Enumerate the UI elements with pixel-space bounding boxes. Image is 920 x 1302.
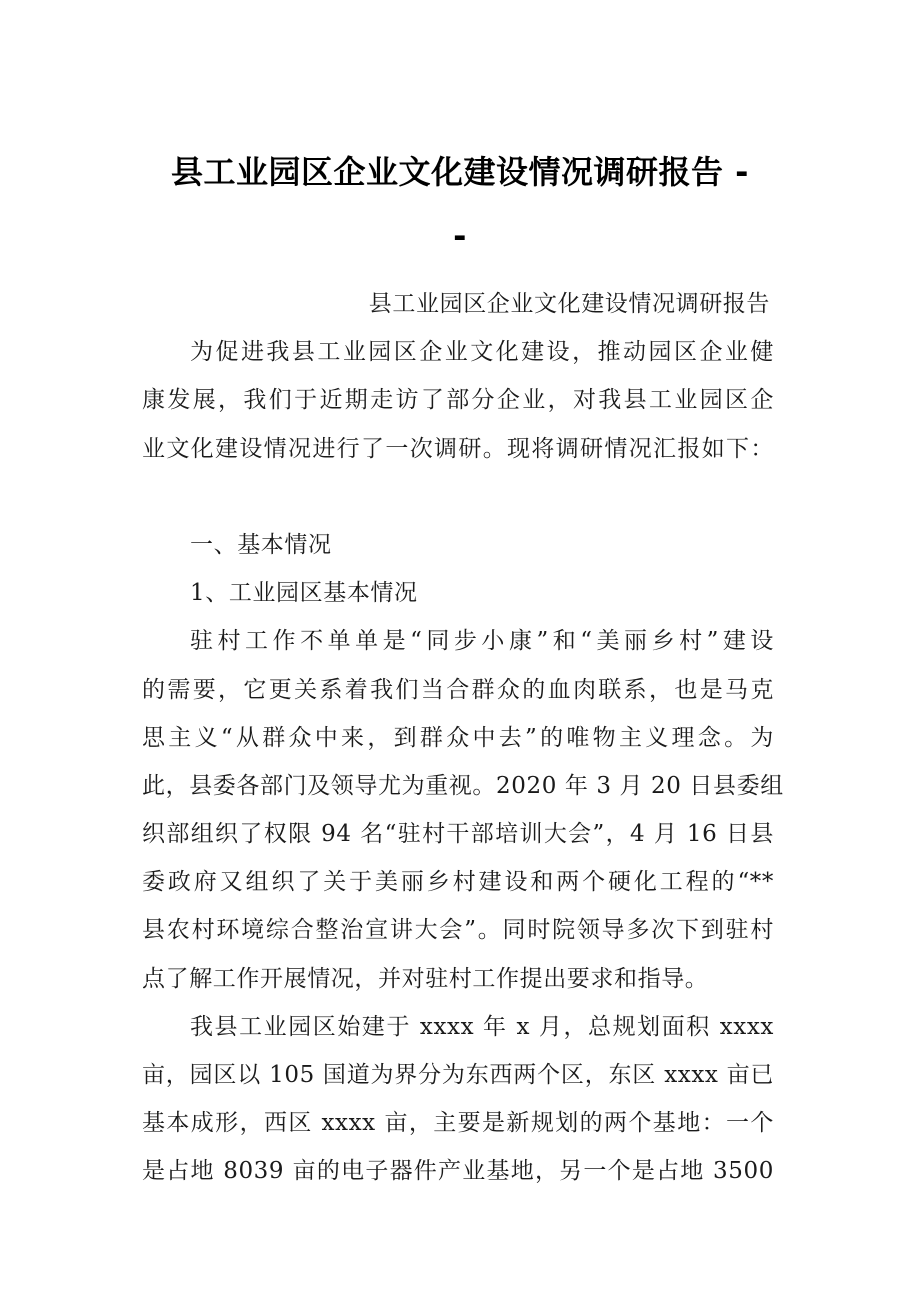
document-subtitle: 县工业园区企业文化建设情况调研报告 bbox=[368, 291, 770, 317]
paragraph-line: 的需要，它更关系着我们当合群众的血肉联系，也是马克 bbox=[142, 676, 774, 703]
paragraph-line: 此，县委各部门及领导尤为重视。2020 年 3 月 20 日县委组 bbox=[142, 772, 784, 799]
intro-line: 为促进我县工业园区企业文化建设，推动园区企业健 bbox=[190, 339, 774, 366]
document-title bbox=[142, 140, 778, 268]
title-line-1: 县工业园区企业文化建设情况调研报告 - bbox=[171, 153, 749, 191]
paragraph-line: 思主义“从群众中来，到群众中去”的唯物主义理念。为 bbox=[142, 724, 774, 751]
paragraph-line: 我县工业园区始建于 xxxx 年 x 月，总规划面积 xxxx bbox=[190, 1013, 774, 1040]
paragraph-line: 委政府又组织了关于美丽乡村建设和两个硬化工程的“** bbox=[142, 869, 774, 896]
document-body bbox=[142, 280, 784, 1196]
paragraph-line: 亩，园区以 105 国道为界分为东西两个区，东区 xxxx 亩已 bbox=[142, 1062, 774, 1088]
intro-paragraph bbox=[142, 328, 774, 473]
paragraph-line: 织部组织了权限 94 名“驻村干部培训大会”，4 月 16 日县 bbox=[142, 821, 774, 848]
section-heading: 一、基本情况 bbox=[190, 531, 332, 558]
paragraph-line: 县农村环境综合整治宣讲大会”。同时院领导多次下到驻村 bbox=[142, 917, 774, 944]
paragraph-2 bbox=[142, 1003, 774, 1196]
intro-line: 业文化建设情况进行了一次调研。现将调研情况汇报如下： bbox=[142, 435, 774, 462]
paragraph-line: 基本成形，西区 xxxx 亩，主要是新规划的两个基地：一个 bbox=[142, 1110, 774, 1137]
blank-line bbox=[142, 473, 774, 521]
intro-line: 康发展，我们于近期走访了部分企业，对我县工业园区企 bbox=[142, 387, 774, 414]
paragraph-line: 驻村工作不单单是“同步小康”和“美丽乡村”建设 bbox=[190, 628, 774, 655]
paragraph-line: 是占地 8039 亩的电子器件产业基地，另一个是占地 3500 bbox=[142, 1158, 774, 1185]
paragraph-line: 点了解工作开展情况，并对驻村工作提出要求和指导。 bbox=[142, 965, 709, 992]
paragraph-1 bbox=[142, 617, 784, 1003]
title-line-2: - bbox=[453, 217, 467, 255]
subsection-heading: 1、工业园区基本情况 bbox=[190, 580, 418, 607]
